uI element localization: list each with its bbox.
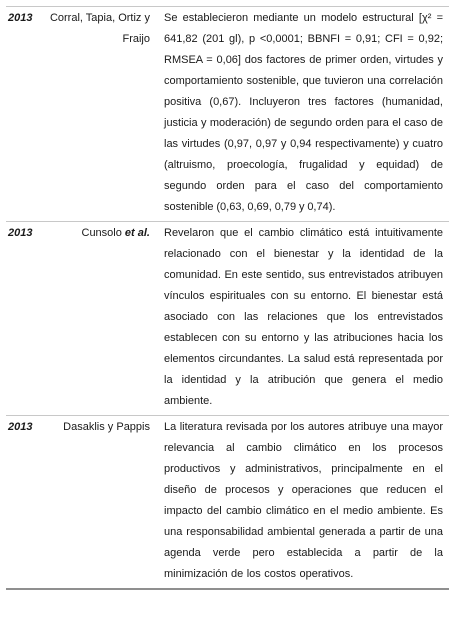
authors-cell [46,222,164,416]
authors-text: Cunsolo [81,227,122,239]
authors-text: Corral, Tapia, Ortiz y Fraijo [49,12,150,45]
authors-cell [46,7,164,222]
table-row [6,222,449,416]
year-cell: 2013 [8,421,33,433]
description-cell: Revelaron que el cambio climático está intuitivamente relacionado con el bienestar y la identidad de la comunidad. En este sentido, sus entrevistados atribuyen vínculos espirituales con su entorno. El bienestar está asociado con las relaciones que los entrevistados establecen con su entorno y las atribuciones hacia los elementos circundantes. La salud está representada por la identidad y la atribución que genera el medio ambiente. [164,227,443,407]
year-cell: 2013 [8,227,33,239]
authors-cell [46,416,164,590]
references-table [6,6,449,590]
description-cell: Se establecieron mediante un modelo estructural [χ² = 641,82 (201 gl), p <0,0001; BBNFI = 0,91; CFI = 0,92; RMSEA = 0,06] dos factores de primer orden, virtudes y comportamiento sostenible, que tuvieron una correlación positiva (0,67). Incluyeron tres factores (humanidad, justicia y moderación) de segundo orden para el caso de las virtudes (0,97, 0,97 y 0,94 respectivamente) y cuatro (altruismo, proecología, frugalidad y equidad) de segundo orden para el caso del comportamiento sostenible (0,63, 0,69, 0,79 y 0,74). [164,12,443,213]
description-cell: La literatura revisada por los autores atribuye una mayor relevancia al cambio climático en los procesos productivos y administrativos, principalmente en el diseño de procesos y operaciones que reducen el impacto del cambio climático en el medio ambiente. Es una responsabilidad ambiental generada a partir de una agenda verde pero establecida a partir de la minimización de los costos operativos. [164,421,443,580]
year-cell: 2013 [8,12,33,24]
et-al-text: et al. [124,227,150,239]
table-row [6,416,449,590]
table-row [6,7,449,222]
authors-text: Dasaklis y Pappis [63,421,150,433]
